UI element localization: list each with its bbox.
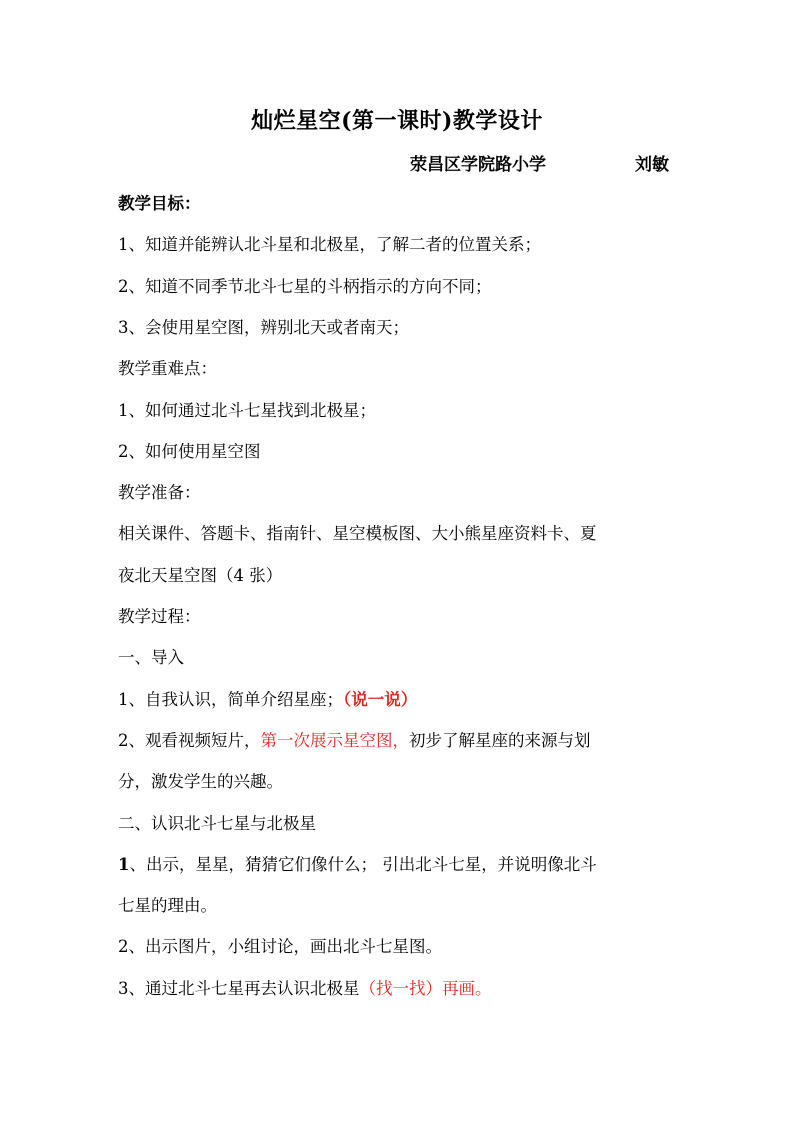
body-line <box>118 768 688 792</box>
line-segment: 七星的理由。 <box>118 896 217 916</box>
line-segment: 3、通过北斗七星再去认识北极星 <box>118 978 360 998</box>
line-segment: 3、会使用星空图，辨别北天或者南天； <box>118 317 409 337</box>
body-line <box>118 810 688 834</box>
line-segment: 夜北天星空图（4 张） <box>118 565 283 585</box>
body-line <box>118 520 688 544</box>
line-segment: 2、出示图片，小组讨论，画出北斗七星图。 <box>118 937 442 957</box>
line-segment: 二、认识北斗七星与北极星 <box>118 813 316 833</box>
line-segment: 1、自我认识，简单介绍星座； <box>118 689 343 709</box>
line-segment: 教学目标： <box>118 194 201 213</box>
line-segment: 1 <box>118 854 130 874</box>
body-line <box>118 686 688 710</box>
body-line <box>118 727 688 751</box>
body-line <box>118 479 688 503</box>
line-segment: 1、知道并能辨认北斗星和北极星，了解二者的位置关系； <box>118 235 541 255</box>
line-segment: 第一次展示星空图， <box>260 730 409 750</box>
body-line <box>118 933 688 957</box>
author-name: 刘敏 <box>635 155 669 175</box>
document-title: 灿烂星空(第一课时)教学设计 <box>251 108 543 134</box>
body-line <box>118 438 688 462</box>
line-segment: 初步了解星座的来源与划 <box>409 730 591 750</box>
line-segment: （说一说） <box>343 689 418 709</box>
line-segment: 1、如何通过北斗七星找到北极星； <box>118 400 376 420</box>
line-segment: 教学重难点： <box>118 359 217 379</box>
school-name: 荥昌区学院路小学 <box>410 155 546 175</box>
body-line <box>118 231 688 255</box>
body-line <box>118 644 688 668</box>
line-segment: （找一找）再画。 <box>359 978 492 998</box>
line-segment: 2、如何使用星空图 <box>118 441 261 461</box>
line-segment: 、出示，星星，猜猜它们像什么； 引出北斗七星，并说明像北斗 <box>129 854 597 874</box>
body-line <box>118 603 688 627</box>
line-segment: 一、导入 <box>118 648 184 668</box>
body-line <box>118 851 688 875</box>
line-segment: 教学过程： <box>118 607 201 626</box>
body-line <box>118 314 688 338</box>
body-line <box>118 892 688 916</box>
body-line <box>118 397 688 421</box>
body-line <box>118 273 688 297</box>
line-segment: 相关课件、答题卡、指南针、星空模板图、大小熊星座资料卡、夏 <box>118 524 597 544</box>
line-segment: 分，激发学生的兴趣。 <box>118 772 283 792</box>
body-line <box>118 562 688 586</box>
body-line <box>118 975 688 999</box>
line-segment: 教学准备： <box>118 483 201 503</box>
line-segment: 2、观看视频短片， <box>118 730 261 750</box>
author-line <box>410 150 669 175</box>
body-line <box>118 190 688 214</box>
body-line <box>118 355 688 379</box>
line-segment: 2、知道不同季节北斗七星的斗柄指示的方向不同； <box>118 276 492 296</box>
